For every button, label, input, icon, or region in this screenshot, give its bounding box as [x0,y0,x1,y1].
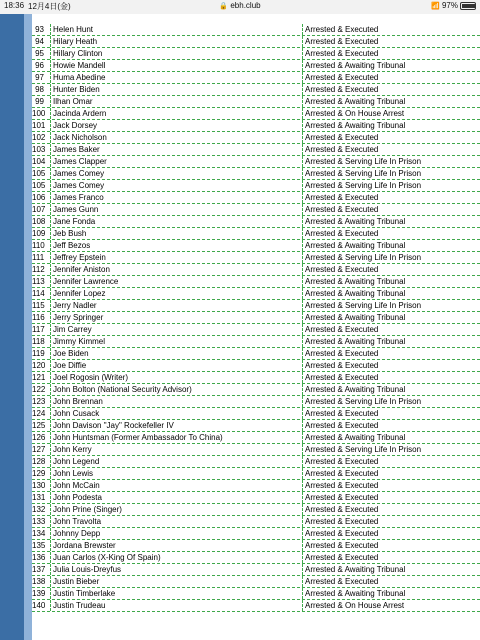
table-row [32,192,480,204]
table-row [32,84,480,96]
row-number: 98 [35,85,44,94]
status-cell: Arrested & Executed [302,516,480,527]
person-name: Jerry Nadler [50,300,97,311]
row-number: 124 [32,409,46,418]
status-cell: Arrested & Awaiting Tribunal [302,96,480,107]
status-cell: Arrested & Executed [302,468,480,479]
table-row [32,516,480,528]
wifi-icon: 📶 [431,3,440,10]
person-name: James Comey [50,168,104,179]
table-row [32,444,480,456]
table-row [32,312,480,324]
table-row [32,264,480,276]
table-row [32,336,480,348]
person-name: John Brennan [50,396,103,407]
person-name: Jimmy Kimmel [50,336,105,347]
row-number: 137 [32,565,46,574]
row-number: 94 [35,37,44,46]
status-cell: Arrested & Executed [302,408,480,419]
person-name: Julia Louis-Dreyfus [50,564,121,575]
url-label[interactable] [0,1,480,10]
person-name: John Prine (Singer) [50,504,122,515]
status-cell: Arrested & Executed [302,132,480,143]
row-number: 131 [32,493,46,502]
table-row [32,168,480,180]
person-name: Jennifer Aniston [50,264,110,275]
status-cell: Arrested & Awaiting Tribunal [302,432,480,443]
status-cell: Arrested & Executed [302,24,480,35]
table-row [32,600,480,612]
person-name: Jane Fonda [50,216,95,227]
status-cell: Arrested & Executed [302,492,480,503]
status-cell: Arrested & Awaiting Tribunal [302,312,480,323]
row-number: 135 [32,541,46,550]
person-name: Howie Mandell [50,60,105,71]
person-name: John Podesta [50,492,102,503]
row-number: 125 [32,421,46,430]
table-row [32,108,480,120]
row-number: 105 [32,169,46,178]
spreadsheet [0,14,480,640]
table-row [32,576,480,588]
row-number: 119 [32,349,45,358]
status-cell: Arrested & Executed [302,228,480,239]
url-text[interactable]: ebh.club [230,1,261,10]
status-cell: Arrested & Executed [302,84,480,95]
row-number: 134 [32,529,46,538]
person-name: James Comey [50,180,104,191]
table-row [32,204,480,216]
status-cell: Arrested & Awaiting Tribunal [302,276,480,287]
row-number: 103 [32,145,46,154]
table-row [32,252,480,264]
row-number: 97 [35,73,44,82]
person-name: James Baker [50,144,100,155]
row-number: 99 [35,97,44,106]
row-number: 128 [32,457,46,466]
status-cell: Arrested & Executed [302,456,480,467]
table-row [32,480,480,492]
person-name: John Travolta [50,516,101,527]
status-cell: Arrested & Executed [302,36,480,47]
table-row [32,180,480,192]
status-cell: Arrested & Executed [302,360,480,371]
person-name: John Legend [50,456,99,467]
status-cell: Arrested & Serving Life In Prison [302,156,480,167]
person-name: Jacinda Ardern [50,108,106,119]
row-number: 114 [32,289,45,298]
status-cell: Arrested & On House Arrest [302,108,480,119]
row-number: 101 [32,121,46,130]
status-cell: Arrested & Executed [302,480,480,491]
status-cell: Arrested & Executed [302,192,480,203]
person-name: Hillary Clinton [50,48,102,59]
table-row [32,432,480,444]
table-row [32,528,480,540]
row-number: 102 [32,133,46,142]
status-cell: Arrested & Awaiting Tribunal [302,564,480,575]
status-cell: Arrested & Executed [302,144,480,155]
status-cell: Arrested & Serving Life In Prison [302,300,480,311]
status-cell: Arrested & Executed [302,204,480,215]
battery-percent: 97% [441,1,458,10]
table-row [32,408,480,420]
row-number: 130 [32,481,46,490]
table-row [32,276,480,288]
table-row [32,132,480,144]
person-name: James Franco [50,192,104,203]
row-number: 139 [32,589,46,598]
person-name: John Davison "Jay" Rockefeller IV [50,420,174,431]
person-name: Jeffrey Epstein [50,252,106,263]
row-number: 132 [32,505,46,514]
row-number: 95 [35,49,44,58]
row-number: 108 [32,217,46,226]
person-name: Hilary Heath [50,36,97,47]
status-cell: Arrested & Serving Life In Prison [302,168,480,179]
table-row [32,492,480,504]
row-number: 111 [32,253,45,262]
status-date: 12月4日(金) [28,2,71,11]
status-cell: Arrested & Executed [302,264,480,275]
status-cell: Arrested & Executed [302,420,480,431]
table-row [32,216,480,228]
table-row [32,396,480,408]
table-row [32,300,480,312]
table-row [32,120,480,132]
table-row [32,72,480,84]
status-cell: Arrested & Executed [302,72,480,83]
person-name: Jim Carrey [50,324,92,335]
status-cell: Arrested & Awaiting Tribunal [302,216,480,227]
row-number: 127 [32,445,46,454]
row-number: 138 [32,577,46,586]
row-number: 96 [35,61,44,70]
person-name: Johnny Depp [50,528,100,539]
person-name: John Cusack [50,408,99,419]
battery-icon [460,2,476,10]
table-row [32,372,480,384]
person-name: Joe Diffie [50,360,86,371]
row-number: 126 [32,433,46,442]
status-cell: Arrested & Executed [302,528,480,539]
left-band-inner [24,14,32,640]
left-band [0,14,24,640]
row-number: 93 [35,25,44,34]
table-row [32,552,480,564]
status-cell: Arrested & Executed [302,504,480,515]
person-name: Jerry Springer [50,312,103,323]
table-row [32,348,480,360]
person-name: Juan Carlos (X-King Of Spain) [50,552,161,563]
table-row [32,60,480,72]
person-name: Jennifer Lawrence [50,276,118,287]
table-row [32,96,480,108]
status-cell: Arrested & Serving Life In Prison [302,444,480,455]
person-name: John Huntsman (Former Ambassador To China) [50,432,223,443]
status-cell: Arrested & Executed [302,552,480,563]
status-cell: Arrested & Awaiting Tribunal [302,336,480,347]
ios-status-bar [0,0,480,12]
row-number: 112 [32,265,45,274]
table-row [32,36,480,48]
row-number: 109 [32,229,46,238]
person-name: John Lewis [50,468,93,479]
status-cell: Arrested & On House Arrest [302,600,480,611]
person-name: Joe Biden [50,348,89,359]
table-row [32,504,480,516]
status-cell: Arrested & Executed [302,348,480,359]
status-cell: Arrested & Executed [302,576,480,587]
table-row [32,468,480,480]
row-number: 115 [32,301,45,310]
person-name: Huma Abedine [50,72,105,83]
table-row [32,24,480,36]
row-number: 105 [32,181,46,190]
row-number: 140 [32,601,46,610]
row-number: 123 [32,397,46,406]
status-cell: Arrested & Awaiting Tribunal [302,588,480,599]
status-cell: Arrested & Executed [302,48,480,59]
status-cell: Arrested & Awaiting Tribunal [302,120,480,131]
status-cell: Arrested & Awaiting Tribunal [302,240,480,251]
person-name: John Bolton (National Security Advisor) [50,384,192,395]
status-cell: Arrested & Serving Life In Prison [302,396,480,407]
person-name: Jack Dorsey [50,120,97,131]
person-name: John Kerry [50,444,92,455]
row-number: 104 [32,157,46,166]
row-number: 118 [32,337,45,346]
person-name: James Clapper [50,156,107,167]
person-name: Ilhan Omar [50,96,93,107]
person-name: Justin Trudeau [50,600,105,611]
person-name: Jordana Brewster [50,540,116,551]
status-cell: Arrested & Executed [302,324,480,335]
status-right [431,1,476,10]
row-number: 120 [32,361,46,370]
row-number: 133 [32,517,46,526]
row-number: 117 [32,325,45,334]
person-name: Jeff Bezos [50,240,90,251]
table-row [32,420,480,432]
person-name: Joel Rogosin (Writer) [50,372,128,383]
status-cell: Arrested & Serving Life In Prison [302,180,480,191]
table-row [32,588,480,600]
table-row [32,48,480,60]
person-name: Jeb Bush [50,228,86,239]
table-row [32,564,480,576]
table-row [32,540,480,552]
status-cell: Arrested & Awaiting Tribunal [302,288,480,299]
status-cell: Arrested & Executed [302,372,480,383]
table-row [32,144,480,156]
row-number: 129 [32,469,46,478]
row-number: 121 [32,373,46,382]
person-name: Justin Bieber [50,576,99,587]
person-name: Helen Hunt [50,24,93,35]
table-row [32,456,480,468]
row-number: 107 [32,205,46,214]
table-row [32,384,480,396]
person-name: James Gunn [50,204,98,215]
status-cell: Arrested & Serving Life In Prison [302,252,480,263]
person-name: Jennifer Lopez [50,288,105,299]
status-cell: Arrested & Awaiting Tribunal [302,60,480,71]
table-row [32,156,480,168]
lock-icon: 🔒 [219,3,229,10]
status-cell: Arrested & Executed [302,540,480,551]
person-name: Hunter Biden [50,84,100,95]
row-number: 113 [32,277,45,286]
table-row [32,288,480,300]
status-cell: Arrested & Awaiting Tribunal [302,384,480,395]
table-row [32,228,480,240]
row-number: 136 [32,553,46,562]
row-number: 110 [32,241,45,250]
row-number: 122 [32,385,46,394]
row-number: 106 [32,193,46,202]
status-time: 18:36 [4,1,25,10]
table-row [32,240,480,252]
row-number: 116 [32,313,45,322]
table-row [32,324,480,336]
person-name: John McCain [50,480,100,491]
table-row [32,360,480,372]
person-name: Jack Nicholson [50,132,107,143]
row-number: 100 [32,109,46,118]
person-name: Justin Timberlake [50,588,115,599]
